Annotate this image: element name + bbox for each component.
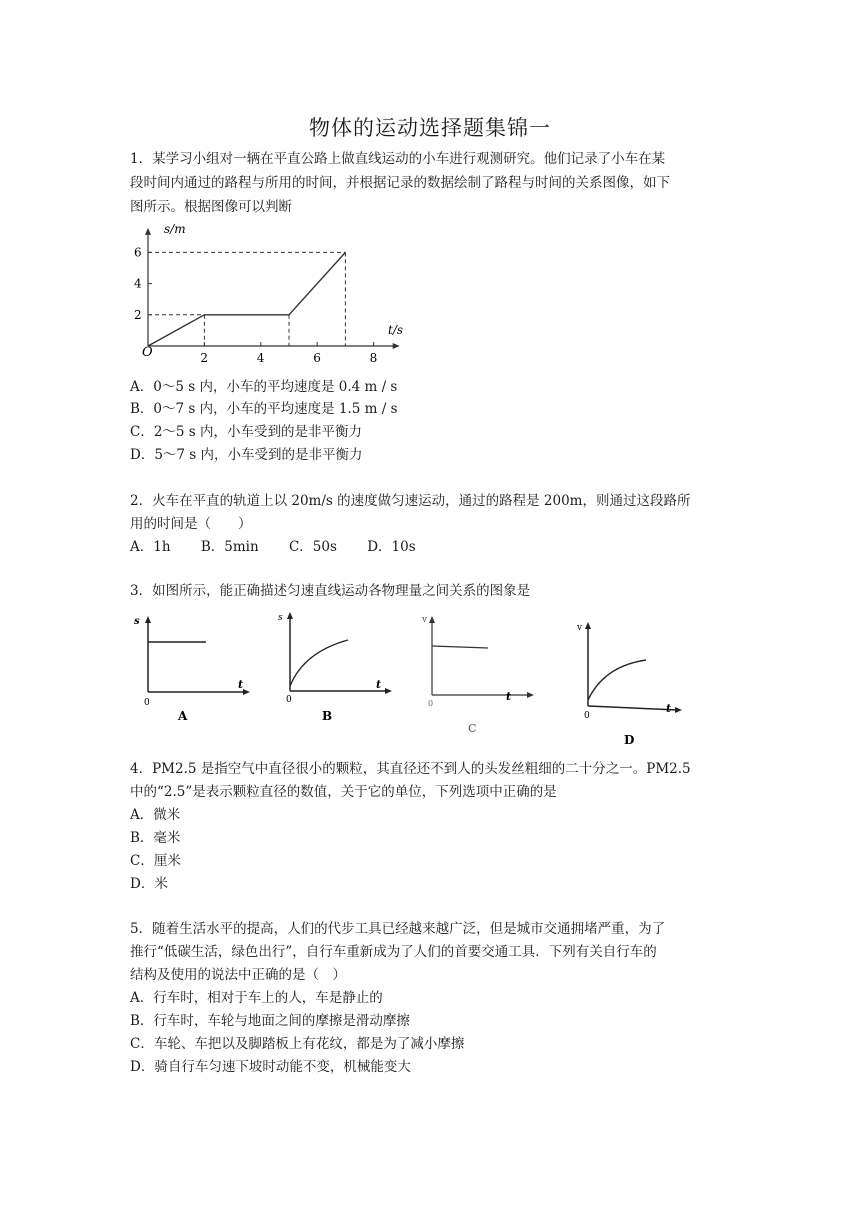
graph-b (270, 606, 400, 726)
q5-option-a: A．行车时，相对于车上的人，车是静止的 (130, 990, 383, 1006)
x-axis-arrow (393, 343, 400, 349)
q5-stem-line: 5．随着生活水平的提高，人们的代步工具已经越来越广泛，但是城市交通拥堵严重，为了 (130, 921, 666, 937)
q2-option-c: C．50s (288, 539, 337, 555)
q3-stem: 3．如图所示，能正确描述匀速直线运动各物理量之间关系的图象是 (130, 583, 531, 599)
x-axis-label: t/s (388, 323, 404, 337)
q1-option-a: A．0～5 s 内，小车的平均速度是 0.4 m / s (130, 379, 398, 395)
graph-d (568, 614, 698, 749)
graph-c (412, 610, 542, 740)
q1-option-d: D．5～7 s 内，小车受到的是非平衡力 (130, 447, 363, 463)
y-axis-arrow (145, 228, 151, 235)
q2-options (130, 536, 730, 558)
origin-label: 0 (584, 711, 590, 721)
q4-option-d: D．米 (130, 876, 168, 892)
y-tick-label: 2 (134, 307, 142, 322)
q4-option-a: A．微米 (130, 807, 181, 823)
x-axis-label: t (666, 702, 672, 715)
q2-stem-line: 2．火车在平直的轨道上以 20m/s 的速度做匀速运动，通过的路程是 200m，则通过这段路所 (130, 493, 691, 509)
q2-stem-line: 用的时间是（ ） (130, 516, 252, 532)
y-axis-label: v (577, 623, 583, 633)
origin-label: O (142, 345, 153, 360)
graph-label: C (468, 722, 477, 735)
series-line (148, 252, 345, 346)
q1-option-b: B．0～7 s 内，小车的平均速度是 1.5 m / s (130, 401, 398, 417)
graph-label: B (322, 709, 333, 723)
q1-stem-line: 1．某学习小组对一辆在平直公路上做直线运动的小车进行观测研究。他们记录了小车在某 (130, 151, 666, 167)
x-tick-label: 8 (369, 351, 378, 365)
q5-stem-line: 推行“低碳生活，绿色出行”，自行车重新成为了人们的首要交通工具．下列有关自行车的 (130, 944, 657, 960)
q5-option-d: D．骑自行车匀速下坡时动能不变，机械能变大 (130, 1059, 411, 1075)
q4-option-c: C．厘米 (130, 853, 181, 869)
q5-option-b: B．行车时，车轮与地面之间的摩擦是滑动摩擦 (130, 1013, 410, 1029)
s-t-graph (120, 218, 420, 368)
x-axis-label: t (376, 678, 382, 691)
q1-stem-line: 段时间内通过的路程与所用的时间，并根据记录的数据绘制了路程与时间的关系图像，如下 (130, 175, 670, 191)
y-tick-label: 6 (134, 245, 142, 260)
q1-stem-line: 图所示。根据图像可以判断 (130, 199, 292, 215)
q4-option-b: B．毫米 (130, 830, 181, 846)
x-tick-label: 4 (256, 351, 265, 365)
origin-label: 0 (428, 699, 434, 708)
x-tick-label: 2 (200, 351, 209, 365)
q4-stem-line: 中的“2.5”是表示颗粒直径的数值，关于它的单位，下列选项中正确的是 (130, 784, 557, 800)
q5-option-c: C．车轮、车把以及脚踏板上有花纹，都是为了减小摩擦 (130, 1036, 465, 1052)
origin-label: 0 (144, 698, 150, 708)
y-axis-label: s (134, 616, 140, 627)
x-axis-label: t (506, 690, 512, 703)
q4-stem-line: 4．PM2.5 是指空气中直径很小的颗粒，其直径还不到人的头发丝粗细的二十分之一。PM2.5 (130, 761, 691, 777)
x-axis-label: t (238, 678, 244, 691)
y-tick-label: 4 (134, 276, 142, 291)
y-axis-label: s/m (164, 222, 186, 236)
q2-option-b: B．5min (200, 539, 259, 555)
graph-label: D (624, 733, 635, 747)
q5-stem-line: 结构及使用的说法中正确的是（ ） (130, 967, 346, 983)
y-axis-label: v (422, 615, 428, 625)
graph-a (128, 612, 258, 727)
q2-option-d: D．10s (367, 539, 416, 555)
origin-label: 0 (286, 695, 292, 705)
q1-option-c: C．2～5 s 内，小车受到的是非平衡力 (130, 424, 363, 440)
q2-option-a: A．1h (130, 539, 171, 555)
x-tick-label: 6 (313, 351, 321, 365)
page-title: 物体的运动选择题集锦一 (309, 116, 551, 140)
y-axis-label: s (278, 613, 283, 623)
graph-label: A (178, 709, 188, 723)
